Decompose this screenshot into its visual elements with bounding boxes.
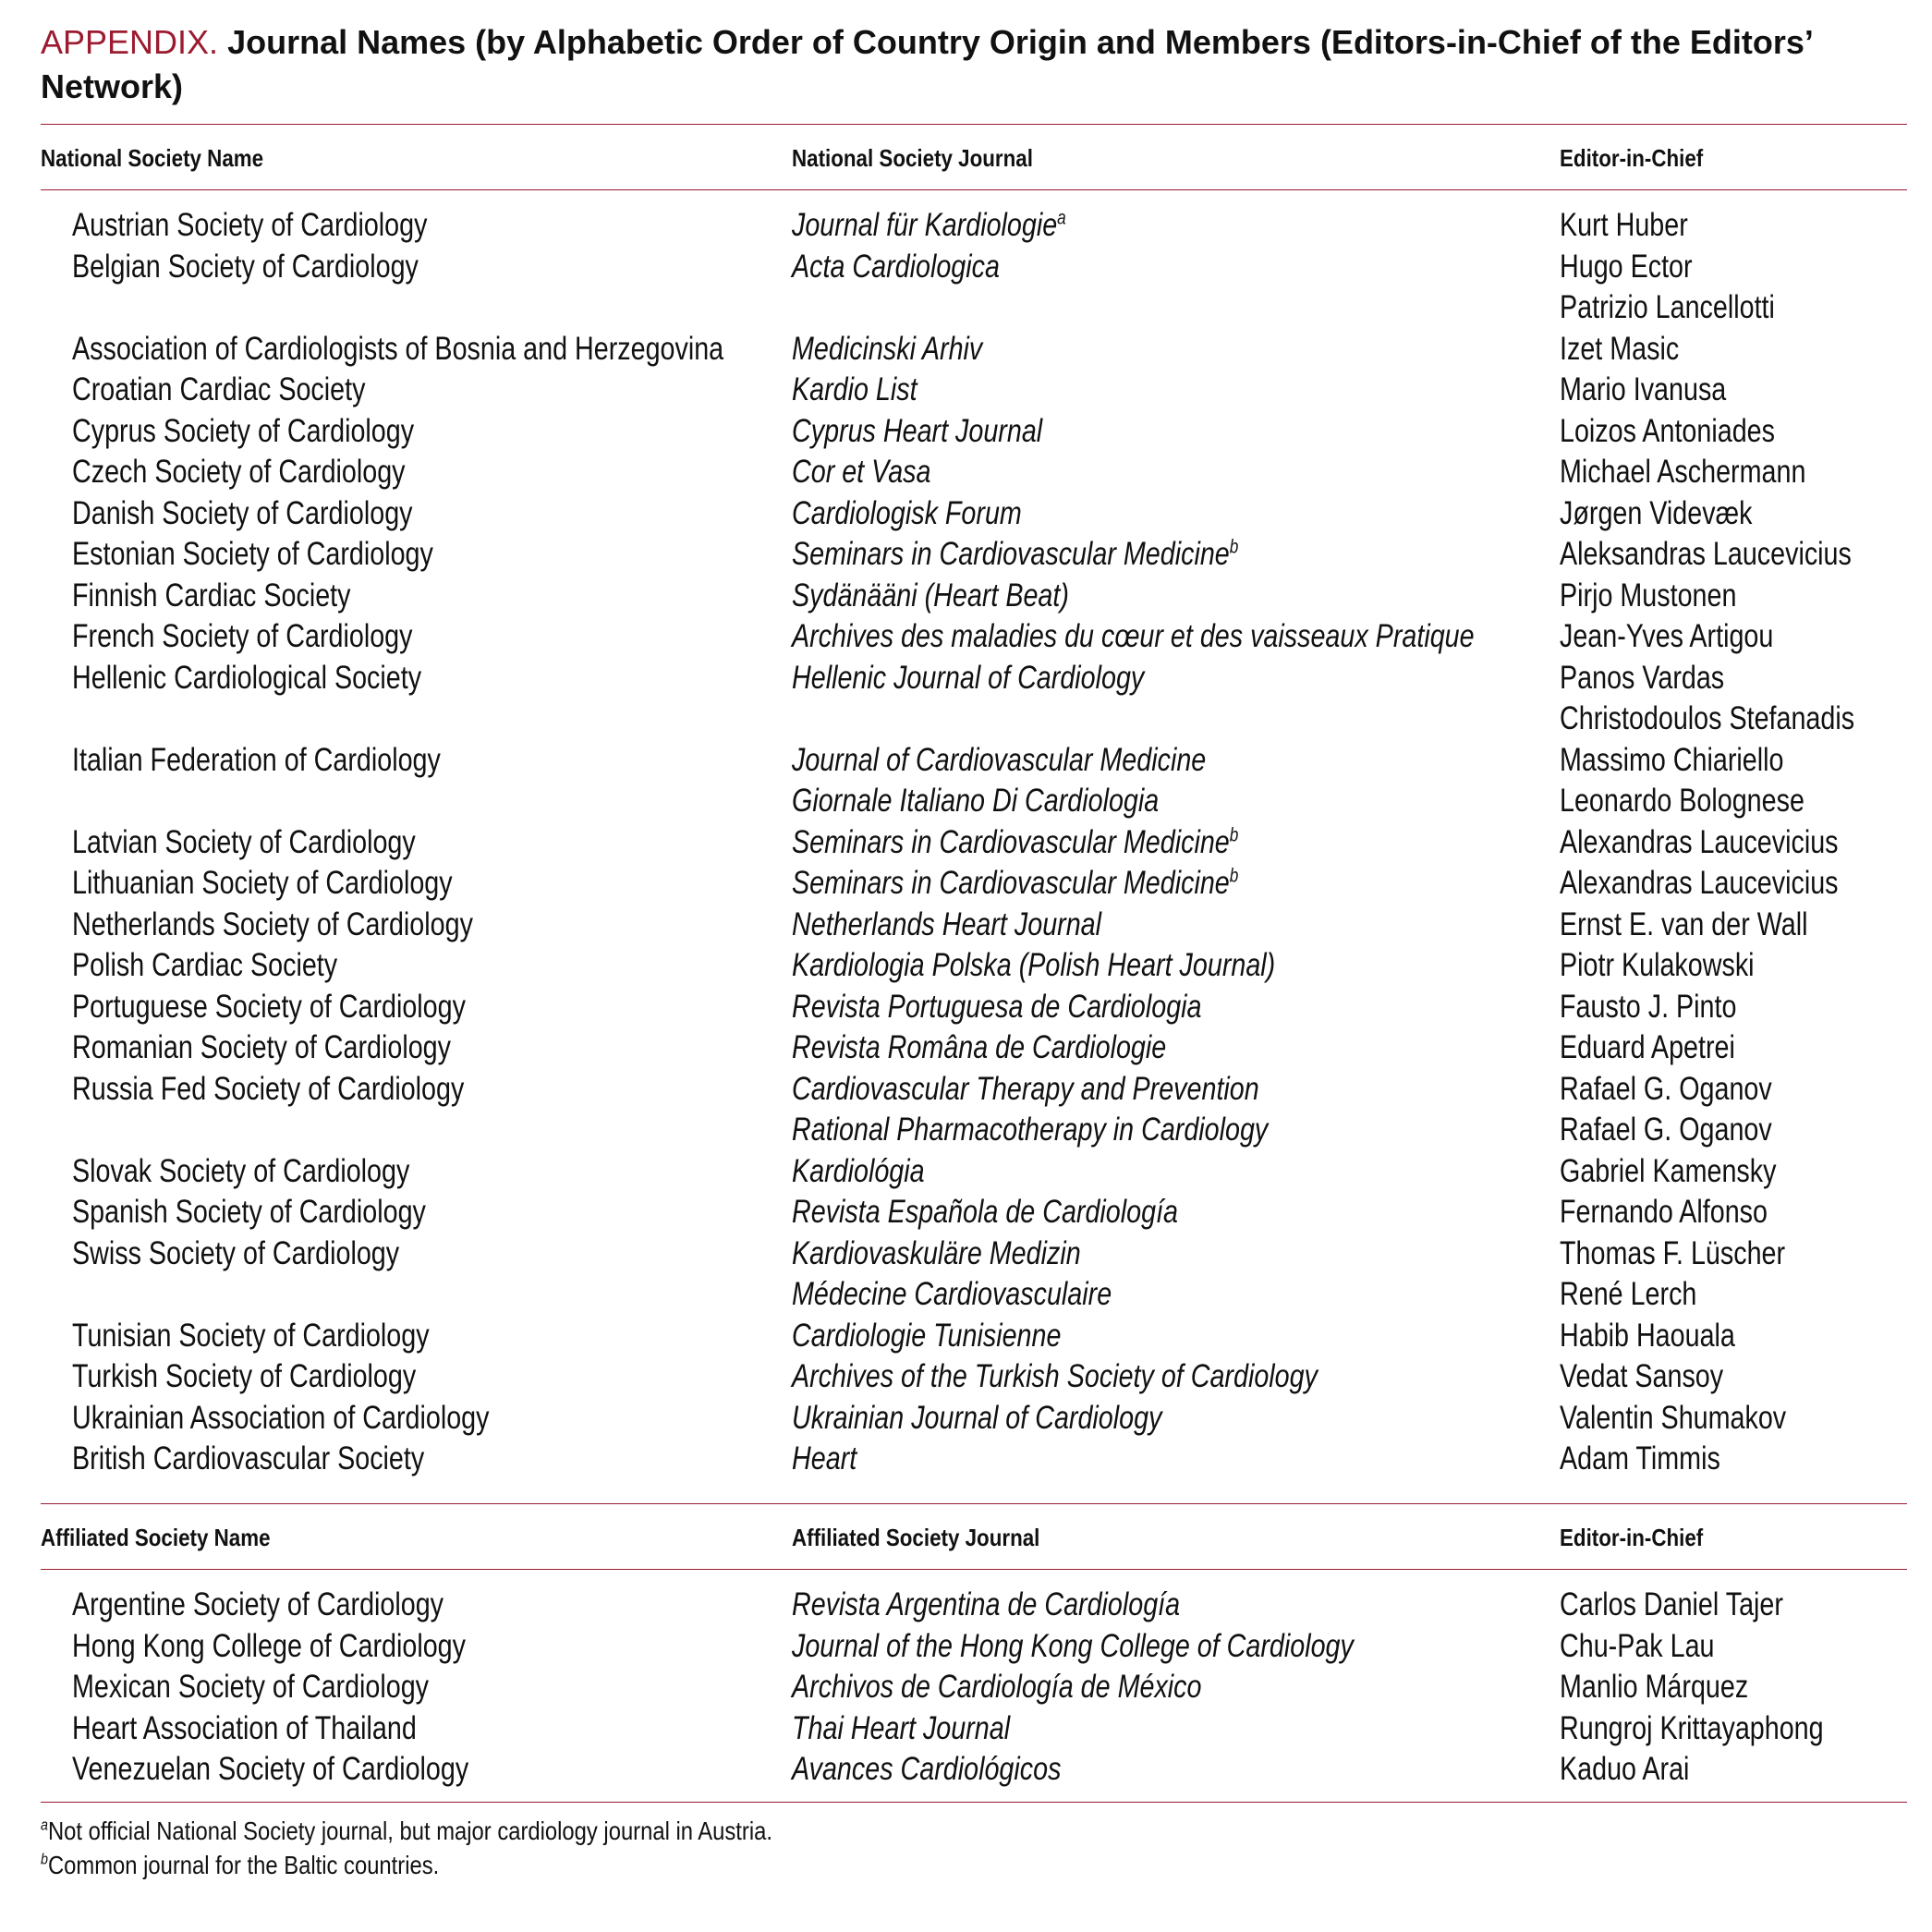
- editor-in-chief: Jørgen Videvæk: [1560, 494, 1753, 531]
- editor-in-chief: Alexandras Laucevicius: [1560, 865, 1839, 901]
- society-name: Czech Society of Cardiology: [72, 454, 406, 490]
- society-name: Swiss Society of Cardiology: [72, 1234, 400, 1271]
- society-name: Danish Society of Cardiology: [72, 494, 413, 531]
- table-row: [0, 1708, 1932, 1749]
- rule-affiliated-top: [41, 1503, 1907, 1504]
- table-row: [0, 370, 1932, 410]
- society-name: Portuguese Society of Cardiology: [72, 988, 466, 1025]
- society-name: Argentine Society of Cardiology: [72, 1586, 444, 1622]
- editor-in-chief: Jean-Yves Artigou: [1560, 618, 1774, 654]
- table-row: [0, 1749, 1932, 1790]
- society-name: Latvian Society of Cardiology: [72, 823, 416, 860]
- journal-title: Revista Româna de Cardiologie: [792, 1029, 1167, 1065]
- journal-title: Avances Cardiológicos: [792, 1751, 1062, 1787]
- society-name: Lithuanian Society of Cardiology: [72, 865, 453, 901]
- editor-in-chief: Gabriel Kamensky: [1560, 1152, 1777, 1189]
- journal-title: Journal of Cardiovascular Medicine: [792, 741, 1207, 778]
- table-row: [0, 1439, 1932, 1479]
- society-name: Italian Federation of Cardiology: [72, 741, 441, 778]
- rule-affiliated-header: [41, 1569, 1907, 1570]
- editor-in-chief: Rafael G. Oganov: [1560, 1112, 1772, 1148]
- footnote-marker: a: [1057, 207, 1066, 229]
- table-row: [0, 1110, 1932, 1150]
- editor-in-chief: Izet Masic: [1560, 330, 1680, 367]
- editor-in-chief: Carlos Daniel Tajer: [1560, 1586, 1783, 1622]
- table-row: [0, 1398, 1932, 1439]
- editor-in-chief: Hugo Ector: [1560, 248, 1693, 285]
- table-row: [0, 205, 1932, 246]
- journal-name: [792, 740, 1206, 781]
- society-name: Austrian Society of Cardiology: [72, 207, 428, 243]
- affiliated-header-society: Affiliated Society Name: [41, 1524, 271, 1551]
- affiliated-header-journal: Affiliated Society Journal: [792, 1524, 1040, 1551]
- appendix-title-text: Journal Names (by Alphabetic Order of Country Origin and Members (Editors-in-Chief of the Editors’ Network): [41, 23, 1812, 105]
- table-row: [0, 740, 1932, 781]
- journal-name: [792, 205, 1066, 246]
- journal-name: [792, 1585, 1180, 1625]
- journal-name: [792, 329, 982, 370]
- table-row: [0, 1233, 1932, 1274]
- footnote-marker: b: [1229, 536, 1239, 558]
- society-name: Ukrainian Association of Cardiology: [72, 1399, 490, 1436]
- rule-top: [41, 124, 1907, 125]
- journal-name: [792, 781, 1159, 821]
- society-name: Turkish Society of Cardiology: [72, 1358, 417, 1394]
- journal-title: Sydänääni (Heart Beat): [792, 577, 1069, 614]
- table-row: [0, 781, 1932, 821]
- footnote-marker: b: [1229, 823, 1239, 845]
- editor-in-chief: René Lerch: [1560, 1276, 1697, 1312]
- journal-title: Rational Pharmacotherapy in Cardiology: [792, 1112, 1269, 1148]
- journal-title: Cyprus Heart Journal: [792, 412, 1043, 449]
- table-row: [0, 1316, 1932, 1356]
- society-name: Croatian Cardiac Society: [72, 371, 366, 407]
- table-row: [0, 658, 1932, 699]
- table-row: [0, 945, 1932, 986]
- journal-title: Kardiovaskuläre Medizin: [792, 1234, 1081, 1271]
- table-row: [0, 1626, 1932, 1667]
- society-name: Russia Fed Society of Cardiology: [72, 1070, 465, 1107]
- editor-in-chief: Piotr Kulakowski: [1560, 947, 1755, 983]
- table-row: [0, 1356, 1932, 1397]
- journal-name: [792, 905, 1101, 945]
- journal-title: Kardio List: [792, 371, 917, 407]
- table-row: [0, 534, 1932, 575]
- journal-title: Ukrainian Journal of Cardiology: [792, 1399, 1162, 1436]
- editor-in-chief: Michael Aschermann: [1560, 454, 1806, 490]
- journal-name: [792, 1708, 1010, 1749]
- editor-in-chief: Christodoulos Stefanadis: [1560, 700, 1855, 736]
- table-row: [0, 452, 1932, 492]
- society-name: Tunisian Society of Cardiology: [72, 1317, 430, 1354]
- journal-name: [792, 1356, 1318, 1397]
- journal-name: [792, 1626, 1354, 1667]
- table-row: [0, 863, 1932, 904]
- editor-in-chief: Massimo Chiariello: [1560, 741, 1784, 778]
- journal-name: [792, 616, 1475, 657]
- table-row: [0, 329, 1932, 370]
- editor-in-chief: Kaduo Arai: [1560, 1751, 1690, 1787]
- editor-in-chief: Patrizio Lancellotti: [1560, 289, 1775, 325]
- journal-title: Medicinski Arhiv: [792, 330, 983, 367]
- editor-in-chief: Eduard Apetrei: [1560, 1029, 1735, 1065]
- journal-title: Netherlands Heart Journal: [792, 905, 1102, 942]
- journal-name: [792, 1749, 1061, 1790]
- editor-in-chief: Aleksandras Laucevicius: [1560, 536, 1852, 572]
- table-row: [0, 411, 1932, 452]
- journal-name: [792, 1274, 1112, 1315]
- table-row: [0, 987, 1932, 1027]
- society-name: British Cardiovascular Society: [72, 1440, 425, 1476]
- journal-name: [792, 452, 930, 492]
- editor-in-chief: Leonardo Bolognese: [1560, 783, 1804, 819]
- appendix-label: APPENDIX.: [41, 23, 219, 61]
- journal-title: Cardiologie Tunisienne: [792, 1317, 1062, 1354]
- table-row: [0, 576, 1932, 616]
- journal-name: [792, 658, 1144, 699]
- rule-national-header: [41, 189, 1907, 190]
- table-row: [0, 493, 1932, 534]
- table-row: [0, 1274, 1932, 1315]
- editor-in-chief: Manlio Márquez: [1560, 1669, 1749, 1705]
- editor-in-chief: Ernst E. van der Wall: [1560, 905, 1808, 942]
- table-row: [0, 699, 1932, 739]
- journal-title: Seminars in Cardiovascular Medicine: [792, 536, 1230, 572]
- society-name: Estonian Society of Cardiology: [72, 536, 433, 572]
- editor-in-chief: Mario Ivanusa: [1560, 371, 1727, 407]
- journal-name: [792, 247, 1000, 287]
- editor-in-chief: Loizos Antoniades: [1560, 412, 1775, 449]
- journal-name: [792, 987, 1202, 1027]
- table-row: [0, 247, 1932, 287]
- editor-in-chief: Rungroj Krittayaphong: [1560, 1709, 1824, 1746]
- footnote-b-mark: b: [41, 1850, 48, 1868]
- national-header-journal: National Society Journal: [792, 144, 1033, 172]
- journal-name: [792, 863, 1238, 904]
- national-header-editor: Editor-in-Chief: [1560, 144, 1704, 172]
- journal-name: [792, 493, 1022, 534]
- journal-name: [792, 1398, 1161, 1439]
- footnote-a: [41, 1815, 772, 1848]
- table-row: [0, 1192, 1932, 1233]
- editor-in-chief: Alexandras Laucevicius: [1560, 823, 1839, 860]
- society-name: Spanish Society of Cardiology: [72, 1194, 426, 1230]
- journal-name: [792, 534, 1238, 575]
- table-row: [0, 287, 1932, 328]
- journal-title: Seminars in Cardiovascular Medicine: [792, 823, 1230, 860]
- society-name: Association of Cardiologists of Bosnia and Herzegovina: [72, 330, 724, 367]
- affiliated-header-editor: Editor-in-Chief: [1560, 1524, 1704, 1551]
- journal-name: [792, 1027, 1166, 1068]
- journal-title: Thai Heart Journal: [792, 1709, 1011, 1746]
- footnote-a-mark: a: [41, 1816, 48, 1834]
- table-row: [0, 1151, 1932, 1192]
- journal-name: [792, 411, 1042, 452]
- editor-in-chief: Fausto J. Pinto: [1560, 988, 1737, 1025]
- society-name: Mexican Society of Cardiology: [72, 1669, 430, 1705]
- society-name: Romanian Society of Cardiology: [72, 1029, 451, 1065]
- journal-title: Acta Cardiologica: [792, 248, 1000, 285]
- journal-name: [792, 1233, 1081, 1274]
- journal-title: Kardiologia Polska (Polish Heart Journal): [792, 947, 1276, 983]
- society-name: Heart Association of Thailand: [72, 1709, 417, 1746]
- society-name: Slovak Society of Cardiology: [72, 1152, 410, 1189]
- footnote-b: [41, 1849, 439, 1882]
- journal-name: [792, 1316, 1061, 1356]
- journal-title: Giornale Italiano Di Cardiologia: [792, 783, 1160, 819]
- journal-title: Cor et Vasa: [792, 454, 931, 490]
- journal-title: Seminars in Cardiovascular Medicine: [792, 865, 1230, 901]
- journal-name: [792, 1667, 1201, 1707]
- society-name: Polish Cardiac Society: [72, 947, 338, 983]
- journal-title: Cardiovascular Therapy and Prevention: [792, 1070, 1259, 1107]
- rule-bottom: [41, 1802, 1907, 1803]
- journal-title: Journal of the Hong Kong College of Cardiology: [792, 1627, 1354, 1664]
- society-name: Hellenic Cardiological Society: [72, 659, 422, 696]
- journal-name: [792, 1069, 1259, 1110]
- journal-title: Archivos de Cardiología de México: [792, 1669, 1202, 1705]
- journal-title: Journal für Kardiologie: [792, 207, 1058, 243]
- editor-in-chief: Valentin Shumakov: [1560, 1399, 1787, 1436]
- journal-title: Hellenic Journal of Cardiology: [792, 659, 1145, 696]
- society-name: Belgian Society of Cardiology: [72, 248, 419, 285]
- table-row: [0, 1069, 1932, 1110]
- journal-name: [792, 370, 917, 410]
- national-header-society: National Society Name: [41, 144, 264, 172]
- society-name: Finnish Cardiac Society: [72, 577, 351, 614]
- editor-in-chief: Fernando Alfonso: [1560, 1194, 1768, 1230]
- table-row: [0, 616, 1932, 657]
- editor-in-chief: Adam Timmis: [1560, 1440, 1720, 1476]
- footnote-b-text: Common journal for the Baltic countries.: [47, 1851, 440, 1879]
- footnote-a-text: Not official National Society journal, but major cardiology journal in Austria.: [47, 1817, 772, 1845]
- society-name: French Society of Cardiology: [72, 618, 413, 654]
- editor-in-chief: Rafael G. Oganov: [1560, 1070, 1772, 1107]
- journal-title: Revista Portuguesa de Cardiologia: [792, 988, 1202, 1025]
- table-row: [0, 905, 1932, 945]
- table-row: [0, 1585, 1932, 1625]
- journal-title: Heart: [792, 1440, 857, 1476]
- society-name: Venezuelan Society of Cardiology: [72, 1751, 469, 1787]
- editor-in-chief: Panos Vardas: [1560, 659, 1725, 696]
- appendix-title: [41, 20, 1907, 109]
- footnote-marker: b: [1229, 865, 1239, 887]
- table-row: [0, 1667, 1932, 1707]
- editor-in-chief: Thomas F. Lüscher: [1560, 1234, 1786, 1271]
- journal-name: [792, 945, 1275, 986]
- journal-title: Kardiológia: [792, 1152, 925, 1189]
- editor-in-chief: Vedat Sansoy: [1560, 1358, 1724, 1394]
- journal-name: [792, 1110, 1268, 1150]
- journal-title: Revista Española de Cardiología: [792, 1194, 1179, 1230]
- society-name: Hong Kong College of Cardiology: [72, 1627, 466, 1664]
- journal-name: [792, 1151, 925, 1192]
- journal-title: Cardiologisk Forum: [792, 494, 1022, 531]
- editor-in-chief: Pirjo Mustonen: [1560, 577, 1737, 614]
- table-row: [0, 1027, 1932, 1068]
- society-name: Cyprus Society of Cardiology: [72, 412, 415, 449]
- journal-name: [792, 576, 1069, 616]
- journal-title: Archives des maladies du cœur et des vaisseaux Pratique: [792, 618, 1475, 654]
- journal-title: Revista Argentina de Cardiología: [792, 1586, 1181, 1622]
- editor-in-chief: Chu-Pak Lau: [1560, 1627, 1715, 1664]
- society-name: Netherlands Society of Cardiology: [72, 905, 473, 942]
- journal-title: Archives of the Turkish Society of Cardiology: [792, 1358, 1318, 1394]
- journal-name: [792, 822, 1238, 863]
- editor-in-chief: Habib Haouala: [1560, 1317, 1735, 1354]
- editor-in-chief: Kurt Huber: [1560, 207, 1688, 243]
- table-row: [0, 822, 1932, 863]
- journal-name: [792, 1192, 1178, 1233]
- journal-name: [792, 1439, 857, 1479]
- journal-title: Médecine Cardiovasculaire: [792, 1276, 1112, 1312]
